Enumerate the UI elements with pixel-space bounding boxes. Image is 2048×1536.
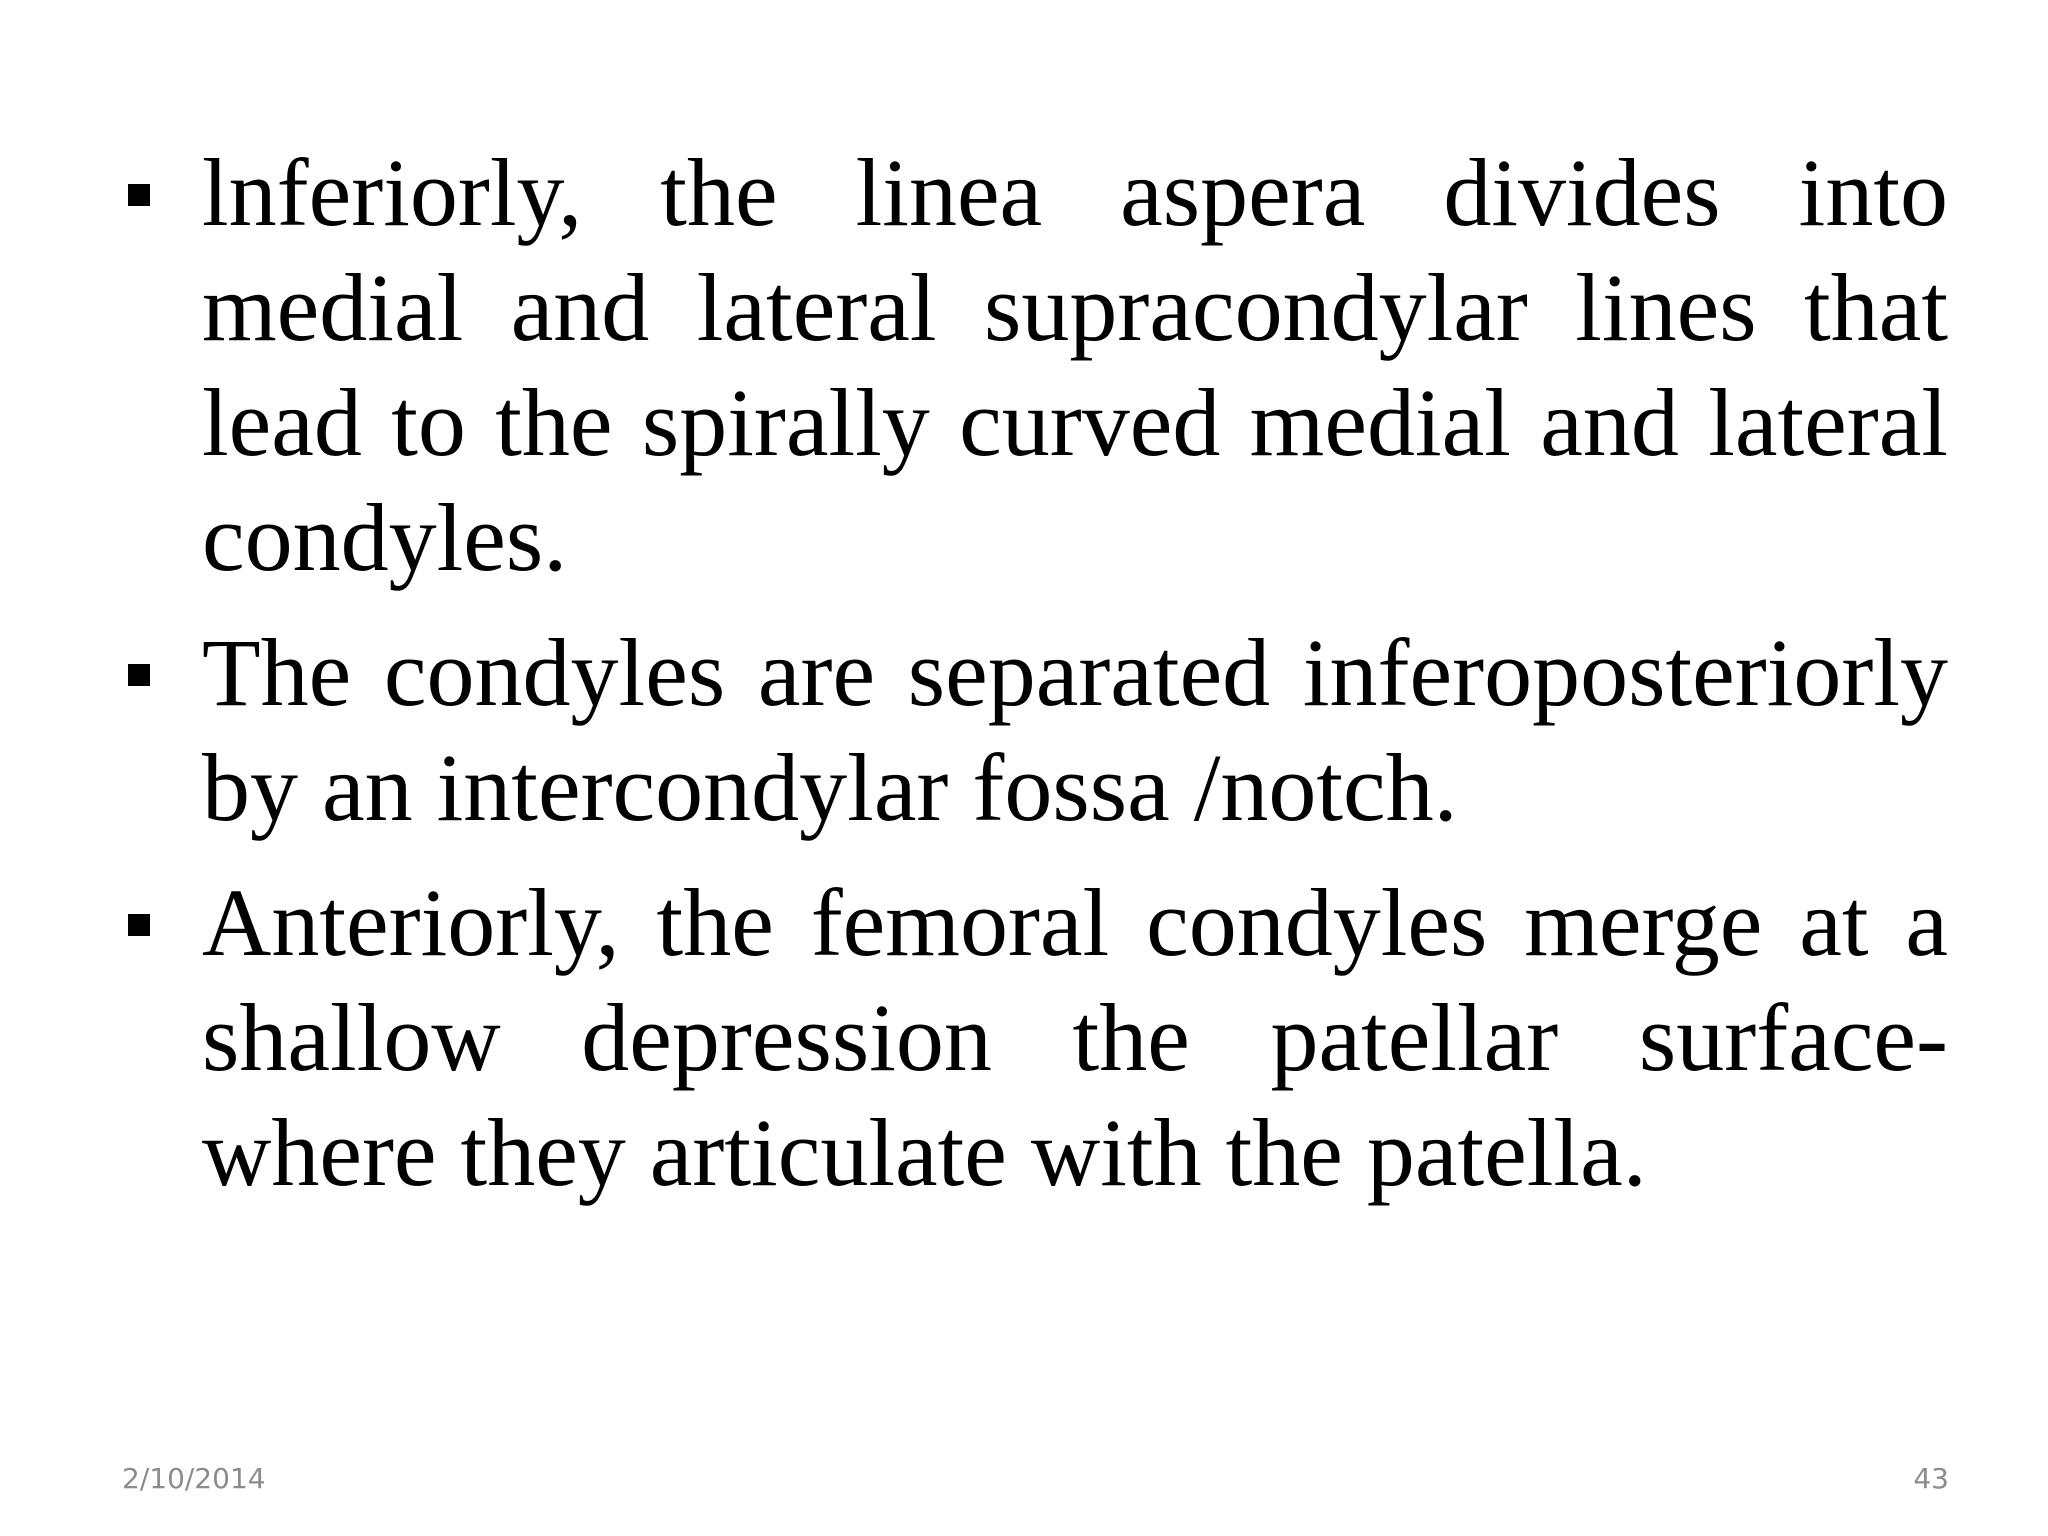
bullet-marker <box>128 865 202 936</box>
bullet-marker <box>128 615 202 686</box>
square-bullet-icon <box>128 914 150 936</box>
square-bullet-icon <box>128 664 150 686</box>
square-bullet-icon <box>128 184 150 206</box>
bullet-text: The condyles are separated inferoposteriorly by an intercondylar fossa /notch. <box>202 619 1948 841</box>
bullet-text: lnferiorly, the linea aspera divides into medial and lateral supracondylar lines that lead to the spirally curved medial and lateral condyles. <box>202 139 1948 591</box>
slide-number: 43 <box>1913 1462 1949 1495</box>
bullet-item-1 <box>128 135 1948 595</box>
footer-date: 2/10/2014 <box>122 1462 266 1495</box>
bullet-text: Anteriorly, the femoral condyles merge at a shallow depression the patellar surface- where they articulate with the patella. <box>202 869 1948 1206</box>
bullet-list <box>128 135 1948 1230</box>
bullet-item-2 <box>128 615 1948 845</box>
bullet-marker <box>128 135 202 206</box>
bullet-item-3 <box>128 865 1948 1210</box>
